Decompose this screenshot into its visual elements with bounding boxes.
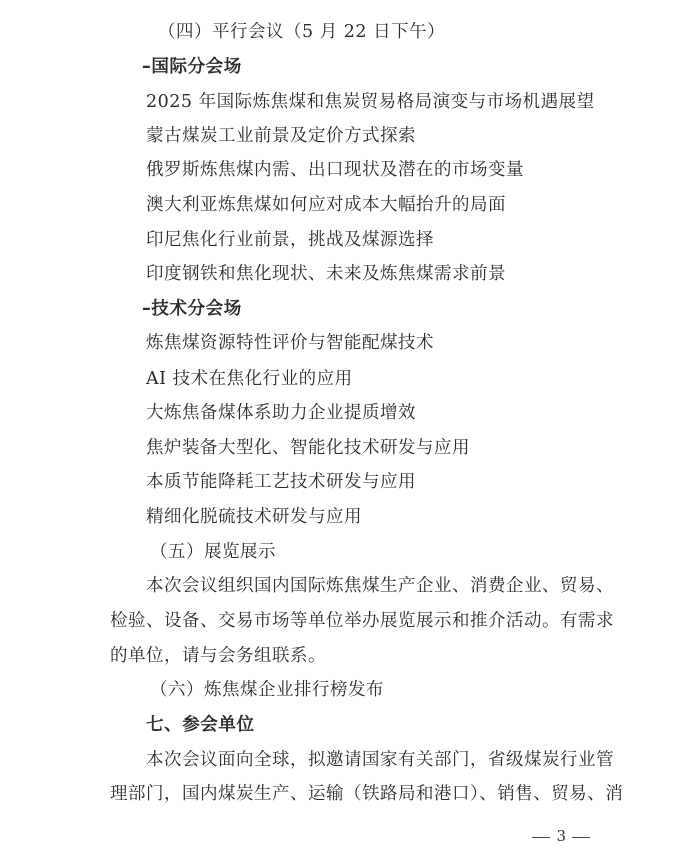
ranking-heading: （六）炼焦煤企业排行榜发布 [150, 680, 384, 700]
exhibition-heading: （五）展览展示 [150, 542, 276, 562]
page-number-value: 3 [556, 827, 566, 845]
participants-paragraph-line-2: 理部门，国内煤炭生产、运输（铁路局和港口）、销售、贸易、消 [110, 784, 624, 804]
international-topic-3: 俄罗斯炼焦煤内需、出口现状及潜在的市场变量 [146, 160, 524, 180]
international-topic-5: 印尼焦化行业前景，挑战及煤源选择 [146, 230, 434, 250]
international-topic-1: 2025 年国际炼焦煤和焦炭贸易格局演变与市场机遇展望 [146, 92, 595, 112]
participants-heading: 七、参会单位 [146, 715, 255, 735]
exhibition-paragraph-line-1: 本次会议组织国内国际炼焦煤生产企业、消费企业、贸易、 [146, 576, 614, 596]
international-topic-4: 澳大利亚炼焦煤如何应对成本大幅抬升的局面 [146, 195, 506, 215]
technical-branch-title: –技术分会场 [142, 299, 242, 319]
page-number-right-dash [572, 837, 590, 838]
technical-topic-4: 焦炉装备大型化、智能化技术研发与应用 [146, 438, 470, 458]
parallel-sessions-heading: （四）平行会议（5 月 22 日下午） [158, 22, 446, 42]
international-topic-6: 印度钢铁和焦化现状、未来及炼焦煤需求前景 [146, 264, 506, 284]
technical-topic-6: 精细化脱硫技术研发与应用 [146, 507, 362, 527]
exhibition-paragraph-line-2: 检验、设备、交易市场等单位举办展览展示和推介活动。有需求 [110, 611, 614, 631]
technical-topic-5: 本质节能降耗工艺技术研发与应用 [146, 472, 416, 492]
page-number [526, 826, 596, 846]
technical-topic-3: 大炼焦备煤体系助力企业提质增效 [146, 403, 416, 423]
page-number-left-dash [532, 837, 550, 838]
international-branch-title: –国际分会场 [142, 57, 242, 77]
international-topic-2: 蒙古煤炭工业前景及定价方式探索 [146, 126, 416, 146]
technical-topic-1: 炼焦煤资源特性评价与智能配煤技术 [146, 333, 434, 353]
technical-topic-2: AI 技术在焦化行业的应用 [146, 369, 353, 389]
participants-paragraph-line-1: 本次会议面向全球，拟邀请国家有关部门，省级煤炭行业管 [146, 750, 614, 770]
exhibition-paragraph-line-3: 的单位，请与会务组联系。 [110, 646, 326, 666]
